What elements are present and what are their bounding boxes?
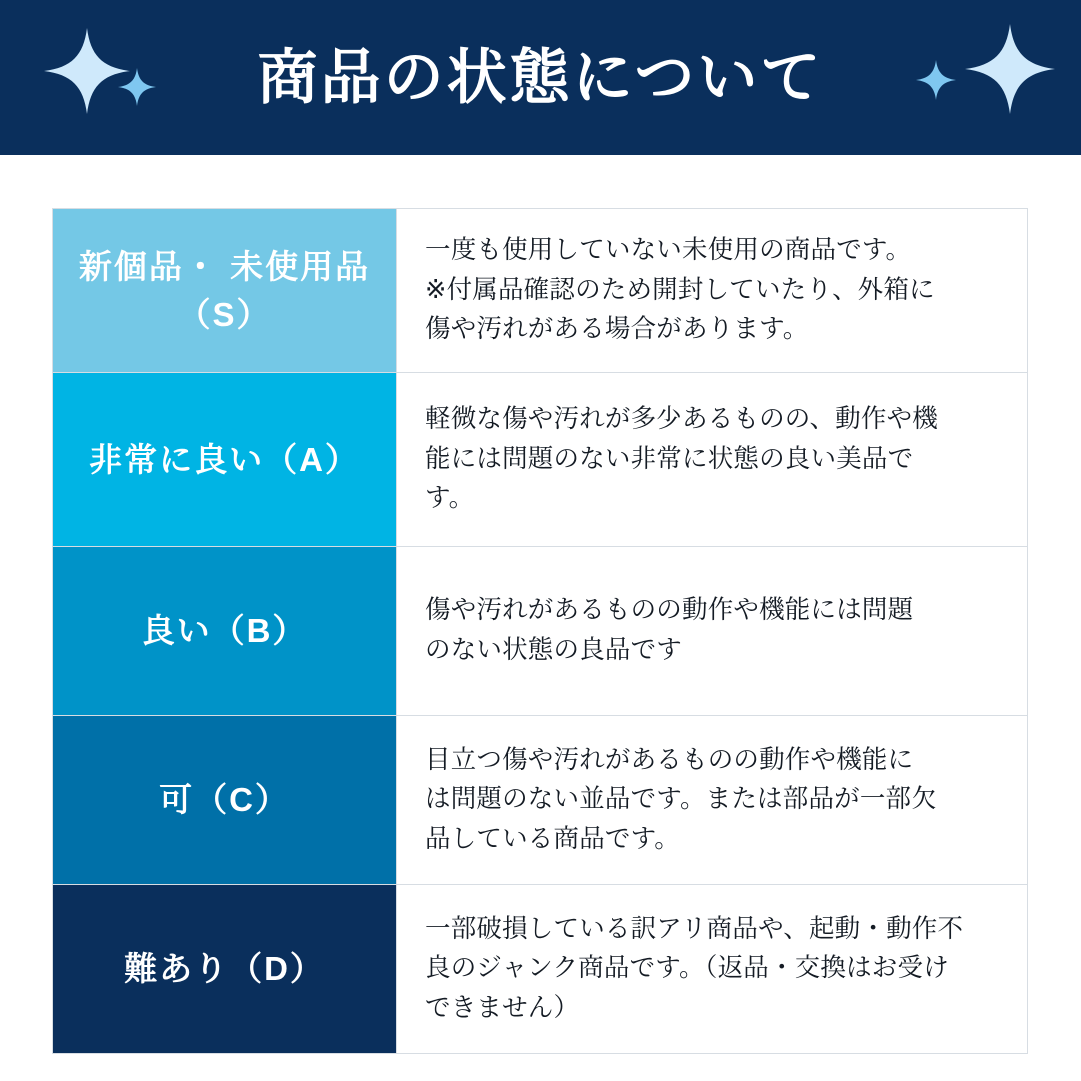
page-header [0, 0, 1081, 155]
description-line: 目立つ傷や汚れがあるものの動作や機能に [425, 745, 914, 774]
description-c [396, 716, 1027, 884]
description-line: 良のジャンク商品です。（返品・交換はお受け [425, 954, 949, 983]
description-line: ※付属品確認のため開封していたり、外箱に [425, 275, 935, 304]
grade-label-d [53, 885, 396, 1053]
description-line: 軽微な傷や汚れが多少あるものの、動作や機 [425, 405, 938, 434]
description-s [396, 209, 1027, 372]
grade-label-c [53, 716, 396, 884]
grade-label-line1: 難あり（D） [124, 950, 325, 988]
description-b [396, 547, 1027, 715]
description-line: 一部破損している訳アリ商品や、起動・動作不 [425, 914, 964, 943]
grade-label-line1: 非常に良い（A） [89, 440, 360, 478]
table-row [53, 716, 1027, 885]
table-row [53, 209, 1027, 373]
description-d [396, 885, 1027, 1053]
sparkle-icon [118, 68, 156, 106]
description-line: のない状態の良品です [425, 636, 683, 664]
sparkle-icon [916, 60, 956, 100]
grade-label-b [53, 547, 396, 715]
description-a [396, 373, 1027, 546]
description-line: 傷や汚れがあるものの動作や機能には問題 [425, 596, 914, 625]
grade-label-s [53, 209, 396, 372]
page-title: 商品の状態について [257, 43, 824, 111]
description-line: 品している商品です。 [425, 824, 680, 853]
grade-label-line2: 未使用品（S） [177, 247, 371, 333]
description-line: 能には問題のない非常に状態の良い美品で [425, 444, 914, 473]
description-line: は問題のない並品です。または部品が一部欠 [425, 785, 937, 814]
description-line: 傷や汚れがある場合があります。 [425, 315, 809, 344]
table-row [53, 373, 1027, 547]
grade-label-a [53, 373, 396, 546]
sparkle-icon [965, 24, 1055, 114]
table-row [53, 885, 1027, 1053]
table-row [53, 547, 1027, 716]
description-line: できません） [425, 993, 580, 1022]
description-line: 一度も使用していない未使用の商品です。 [425, 236, 912, 265]
grade-label-line1: 良い（B） [141, 612, 308, 650]
description-line: す。 [425, 484, 475, 513]
grade-label-line1: 可（C） [159, 781, 290, 819]
grade-label-line1: 新個品・ [78, 247, 219, 285]
condition-table [52, 208, 1028, 1054]
sparkle-icon [44, 28, 130, 114]
